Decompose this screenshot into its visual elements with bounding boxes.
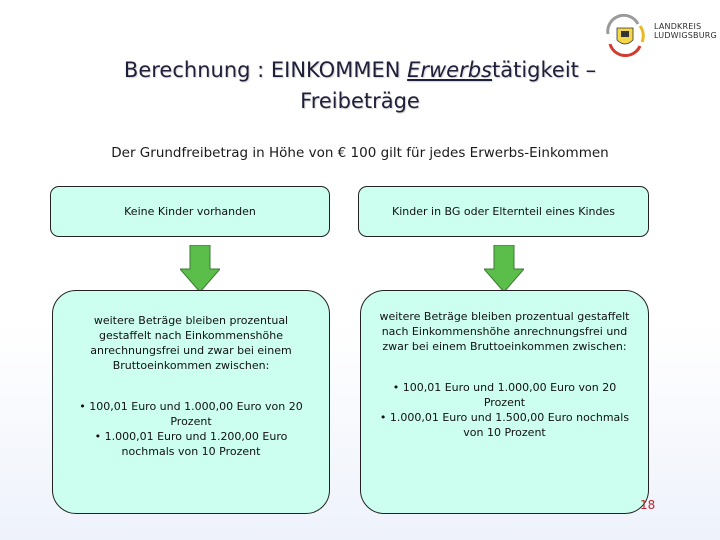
logo-text-line1: LANDKREIS [654, 22, 702, 31]
no-children-label: Keine Kinder vorhanden [124, 205, 256, 218]
children-intro: weitere Beträge bleiben prozentual gestaffelt nach Einkommenshöhe anrechnungsfrei und zwar bei einem Bruttoeinkommen zwischen: [379, 310, 630, 353]
no-children-intro: weitere Beträge bleiben prozentual gestaffelt nach Einkommenshöhe anrechnungsfrei und zwar bei einem Bruttoeinkommen zwischen: [90, 314, 292, 372]
logo-text-line2: LUDWIGSBURG [654, 31, 717, 40]
landkreis-logo [600, 14, 717, 58]
title-underlined: Erwerbs [407, 58, 492, 82]
title-part2: tätigkeit – [492, 58, 597, 82]
children-bullet-1: • 100,01 Euro und 1.000,00 Euro von 20 Prozent [392, 381, 617, 409]
children-details-box [360, 290, 649, 514]
subtitle: Der Grundfreibetrag in Höhe von € 100 gilt für jedes Erwerbs-Einkommen [111, 145, 609, 161]
children-box [358, 186, 649, 237]
children-bullet-2: • 1.000,01 Euro und 1.500,00 Euro nochmals von 10 Prozent [379, 411, 630, 439]
down-arrow-left-icon [180, 245, 220, 293]
down-arrow-right-icon [484, 245, 524, 293]
no-children-bullet-2: • 1.000,01 Euro und 1.200,00 Euro nochmals von 10 Prozent [94, 430, 288, 458]
no-children-bullet-1: • 100,01 Euro und 1.000,00 Euro von 20 Prozent [79, 400, 303, 428]
children-label: Kinder in BG oder Elternteil eines Kindes [392, 205, 615, 218]
page-number: 18 [640, 498, 656, 512]
title-line2: Freibeträge [300, 89, 420, 113]
page-title [60, 55, 660, 117]
no-children-details-box [52, 290, 330, 514]
district-emblem-icon [600, 14, 650, 58]
title-part1: Berechnung : EINKOMMEN [123, 58, 408, 82]
no-children-box [50, 186, 330, 237]
